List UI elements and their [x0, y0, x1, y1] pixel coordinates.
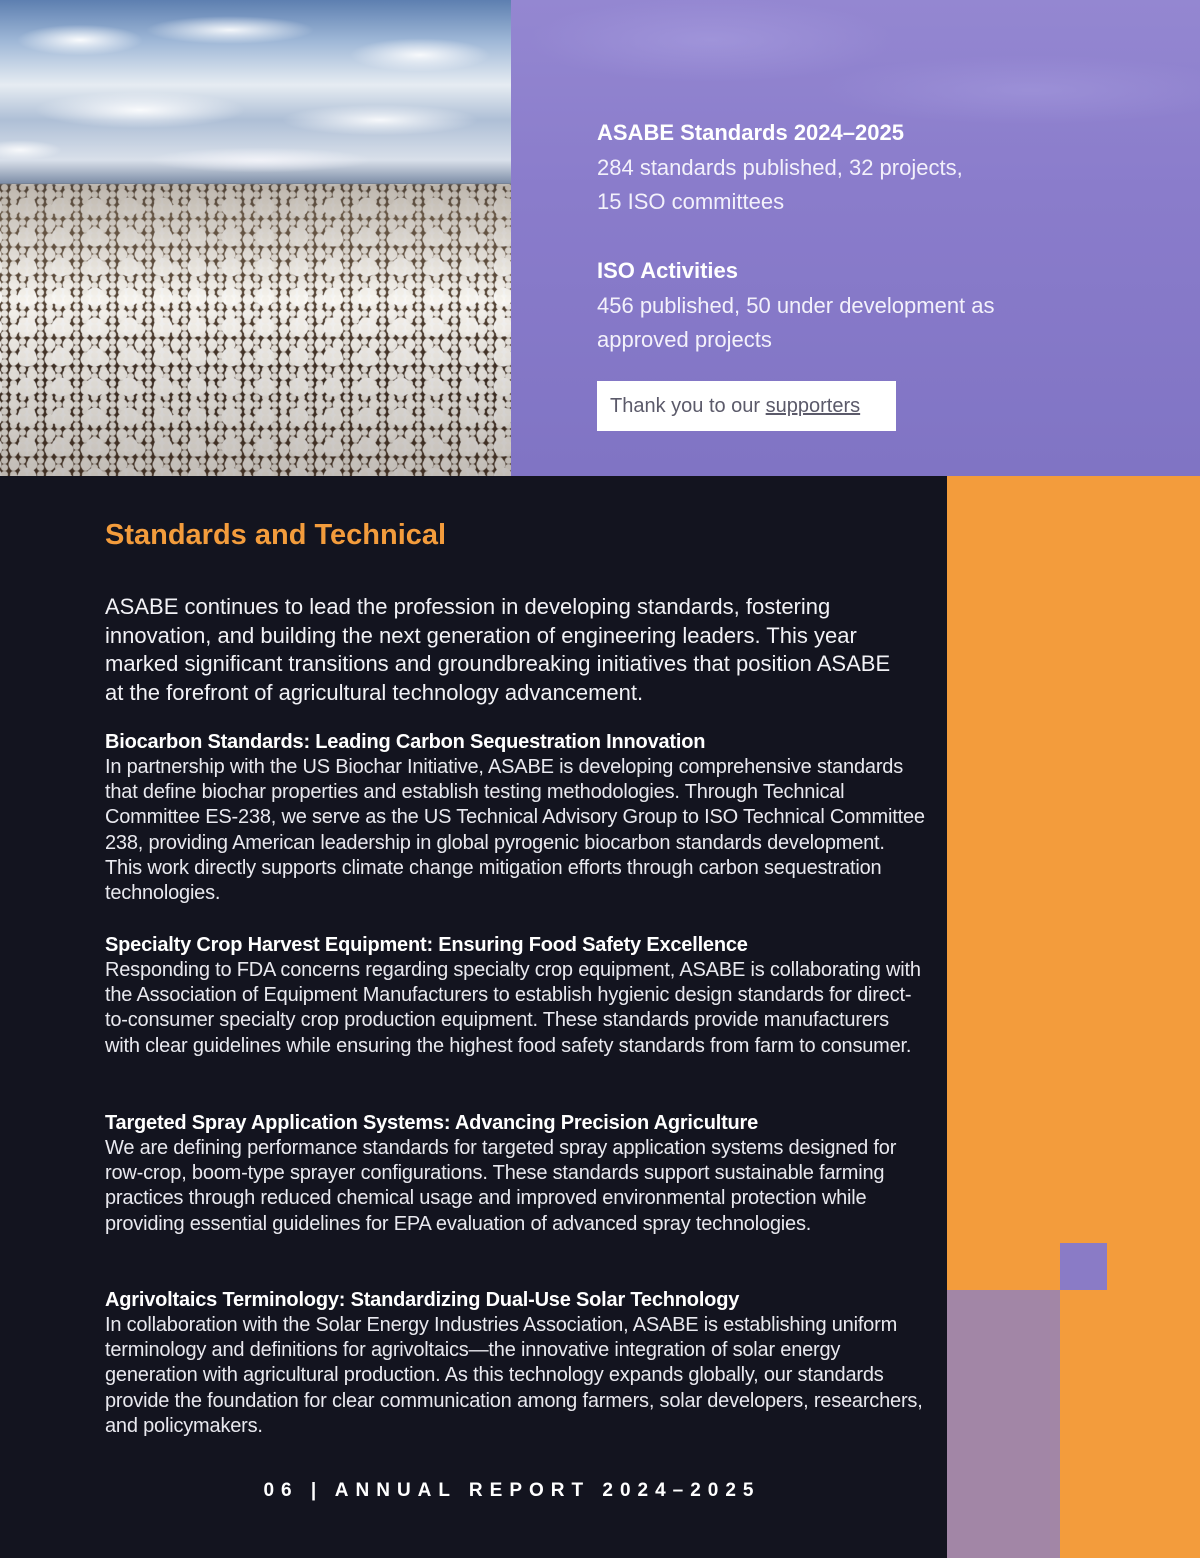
section-title: Agrivoltaics Terminology: Standardizing Dual-Use Solar Technology [105, 1289, 740, 1311]
supporters-link[interactable]: supporters [765, 395, 861, 417]
standards-stat-title: ASABE Standards 2024–2025 [597, 120, 904, 145]
iso-stat-line-1: 456 published, 50 under development as [597, 293, 995, 318]
section-title: Specialty Crop Harvest Equipment: Ensuring Food Safety Excellence [105, 934, 748, 956]
intro-paragraph: ASABE continues to lead the profession in developing standards, fostering innovation, and building the next generation of engineering leaders. This year marked significant transitions and groundbreaking initiatives that position ASABE at the forefront of agricultural technology advancement. [105, 594, 891, 705]
section-agrivoltaics [105, 1288, 925, 1439]
standards-stat-line-2: 15 ISO committees [597, 189, 785, 214]
sky-clouds [0, 0, 511, 184]
cotton-plants [0, 184, 511, 476]
section-title: Biocarbon Standards: Leading Carbon Sequestration Innovation [105, 731, 706, 753]
cotton-field-photo [0, 0, 511, 476]
iso-stat-line-2: approved projects [597, 327, 772, 352]
section-biocarbon [105, 730, 925, 906]
mauve-block-decoration [947, 1290, 1060, 1558]
stats-panel [511, 0, 1200, 476]
section-body: We are defining performance standards for targeted spray application systems designed for row-crop, boom-type sprayer configurations. These standards support sustainable farming practices through reduced chemical usage and improved environmental protection while providing essential guidelines for EPA evaluation of advanced spray technologies. [105, 1137, 897, 1235]
supporters-callout [597, 381, 896, 431]
section-title: Targeted Spray Application Systems: Advancing Precision Agriculture [105, 1112, 759, 1134]
section-body: Responding to FDA concerns regarding specialty crop equipment, ASABE is collaborating with the Association of Equipment Manufacturers to establish hygienic design standards for direct-to-consumer specialty crop production equipment. These standards provide manufacturers with clear guidelines while ensuring the highest food safety standards from farm to consumer. [105, 959, 921, 1057]
supporters-prefix: Thank you to our [610, 395, 766, 417]
section-specialty-crop [105, 933, 925, 1059]
iso-stat-title: ISO Activities [597, 258, 739, 283]
section-body: In partnership with the US Biochar Initiative, ASABE is developing comprehensive standards that define biochar properties and establish testing methodologies. Through Technical Committee ES-238, we serve as the US Technical Advisory Group to ISO Technical Committee 238, providing American leadership in global pyrogenic biocarbon standards development. This work directly supports climate change mitigation efforts through carbon sequestration technologies. [105, 756, 925, 905]
purple-square-decoration [1060, 1243, 1107, 1290]
section-targeted-spray [105, 1111, 925, 1237]
page-footer: 06 | ANNUAL REPORT 2024–2025 [263, 1480, 761, 1501]
page-heading: Standards and Technical [105, 519, 447, 551]
standards-stat-line-1: 284 standards published, 32 projects, [597, 155, 963, 180]
section-body: In collaboration with the Solar Energy Industries Association, ASABE is establishing uniform terminology and definitions for agrivoltaics—the innovative integration of solar energy generation with agricultural production. As this technology expands globally, our standards provide the foundation for clear communication among farmers, solar developers, researchers, and policymakers. [105, 1314, 923, 1437]
